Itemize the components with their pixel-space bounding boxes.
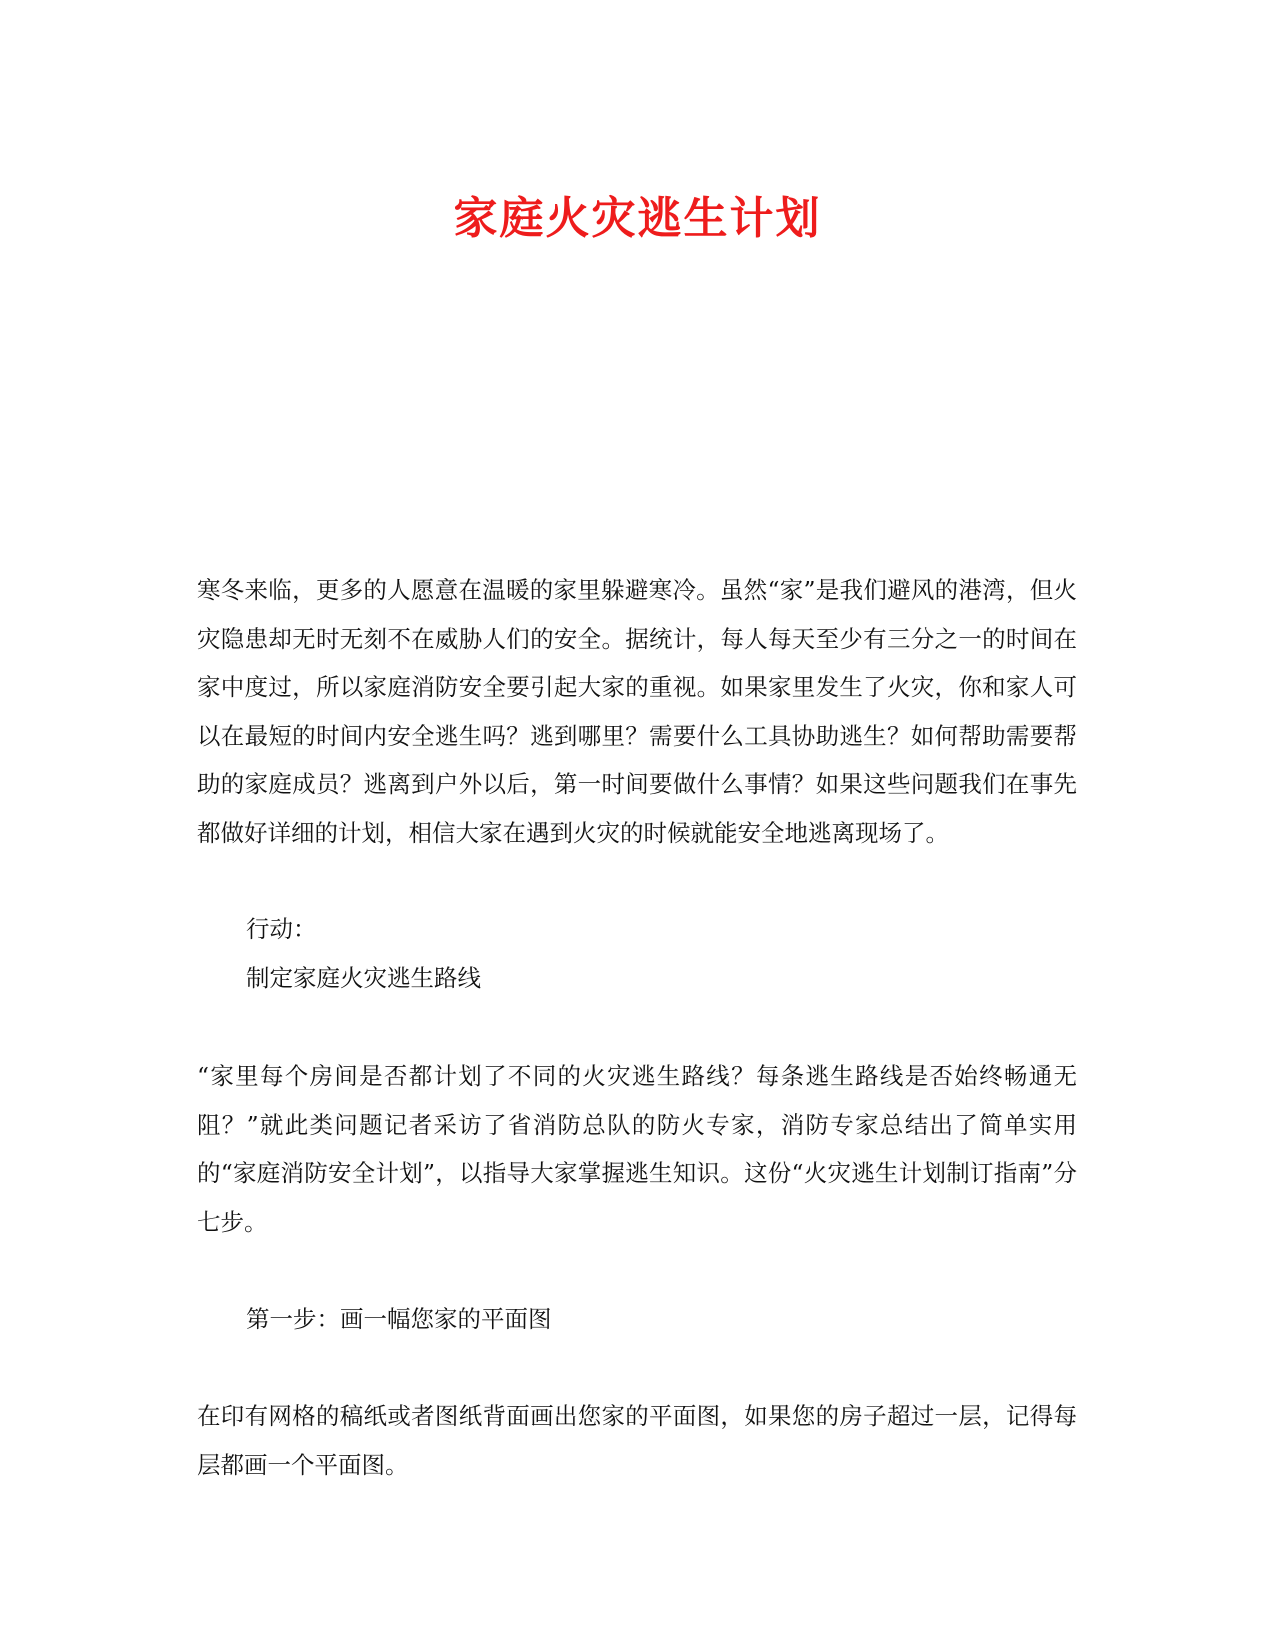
step1-body-paragraph: 在印有网格的稿纸或者图纸背面画出您家的平面图，如果您的房子超过一层，记得每层都画一个平面图。 xyxy=(197,1402,1077,1479)
route-heading: 制定家庭火灾逃生路线 xyxy=(246,964,481,992)
step1-heading: 第一步：画一幅您家的平面图 xyxy=(246,1305,552,1333)
document-title: 家庭火灾逃生计划 xyxy=(453,193,822,245)
quote-paragraph: “家里每个房间是否都计划了不同的火灾逃生路线？每条逃生路线是否始终畅通无阻？”就此类问题记者采访了省消防总队的防火专家，消防专家总结出了简单实用的“家庭消防安全计划”，以指导大家掌握逃生知识。这份“火灾逃生计划制订指南”分七步。 xyxy=(197,1062,1077,1236)
action-label: 行动： xyxy=(246,915,317,943)
intro-paragraph: 寒冬来临，更多的人愿意在温暖的家里躲避寒冷。虽然“家”是我们避风的港湾，但火灾隐患却无时无刻不在威胁人们的安全。据统计，每人每天至少有三分之一的时间在家中度过，所以家庭消防安全要引起大家的重视。如果家里发生了火灾，你和家人可以在最短的时间内安全逃生吗？逃到哪里？需要什么工具协助逃生？如何帮助需要帮助的家庭成员？逃离到户外以后，第一时间要做什么事情？如果这些问题我们在事先都做好详细的计划，相信大家在遇到火灾的时候就能安全地逃离现场了。 xyxy=(197,576,1077,847)
